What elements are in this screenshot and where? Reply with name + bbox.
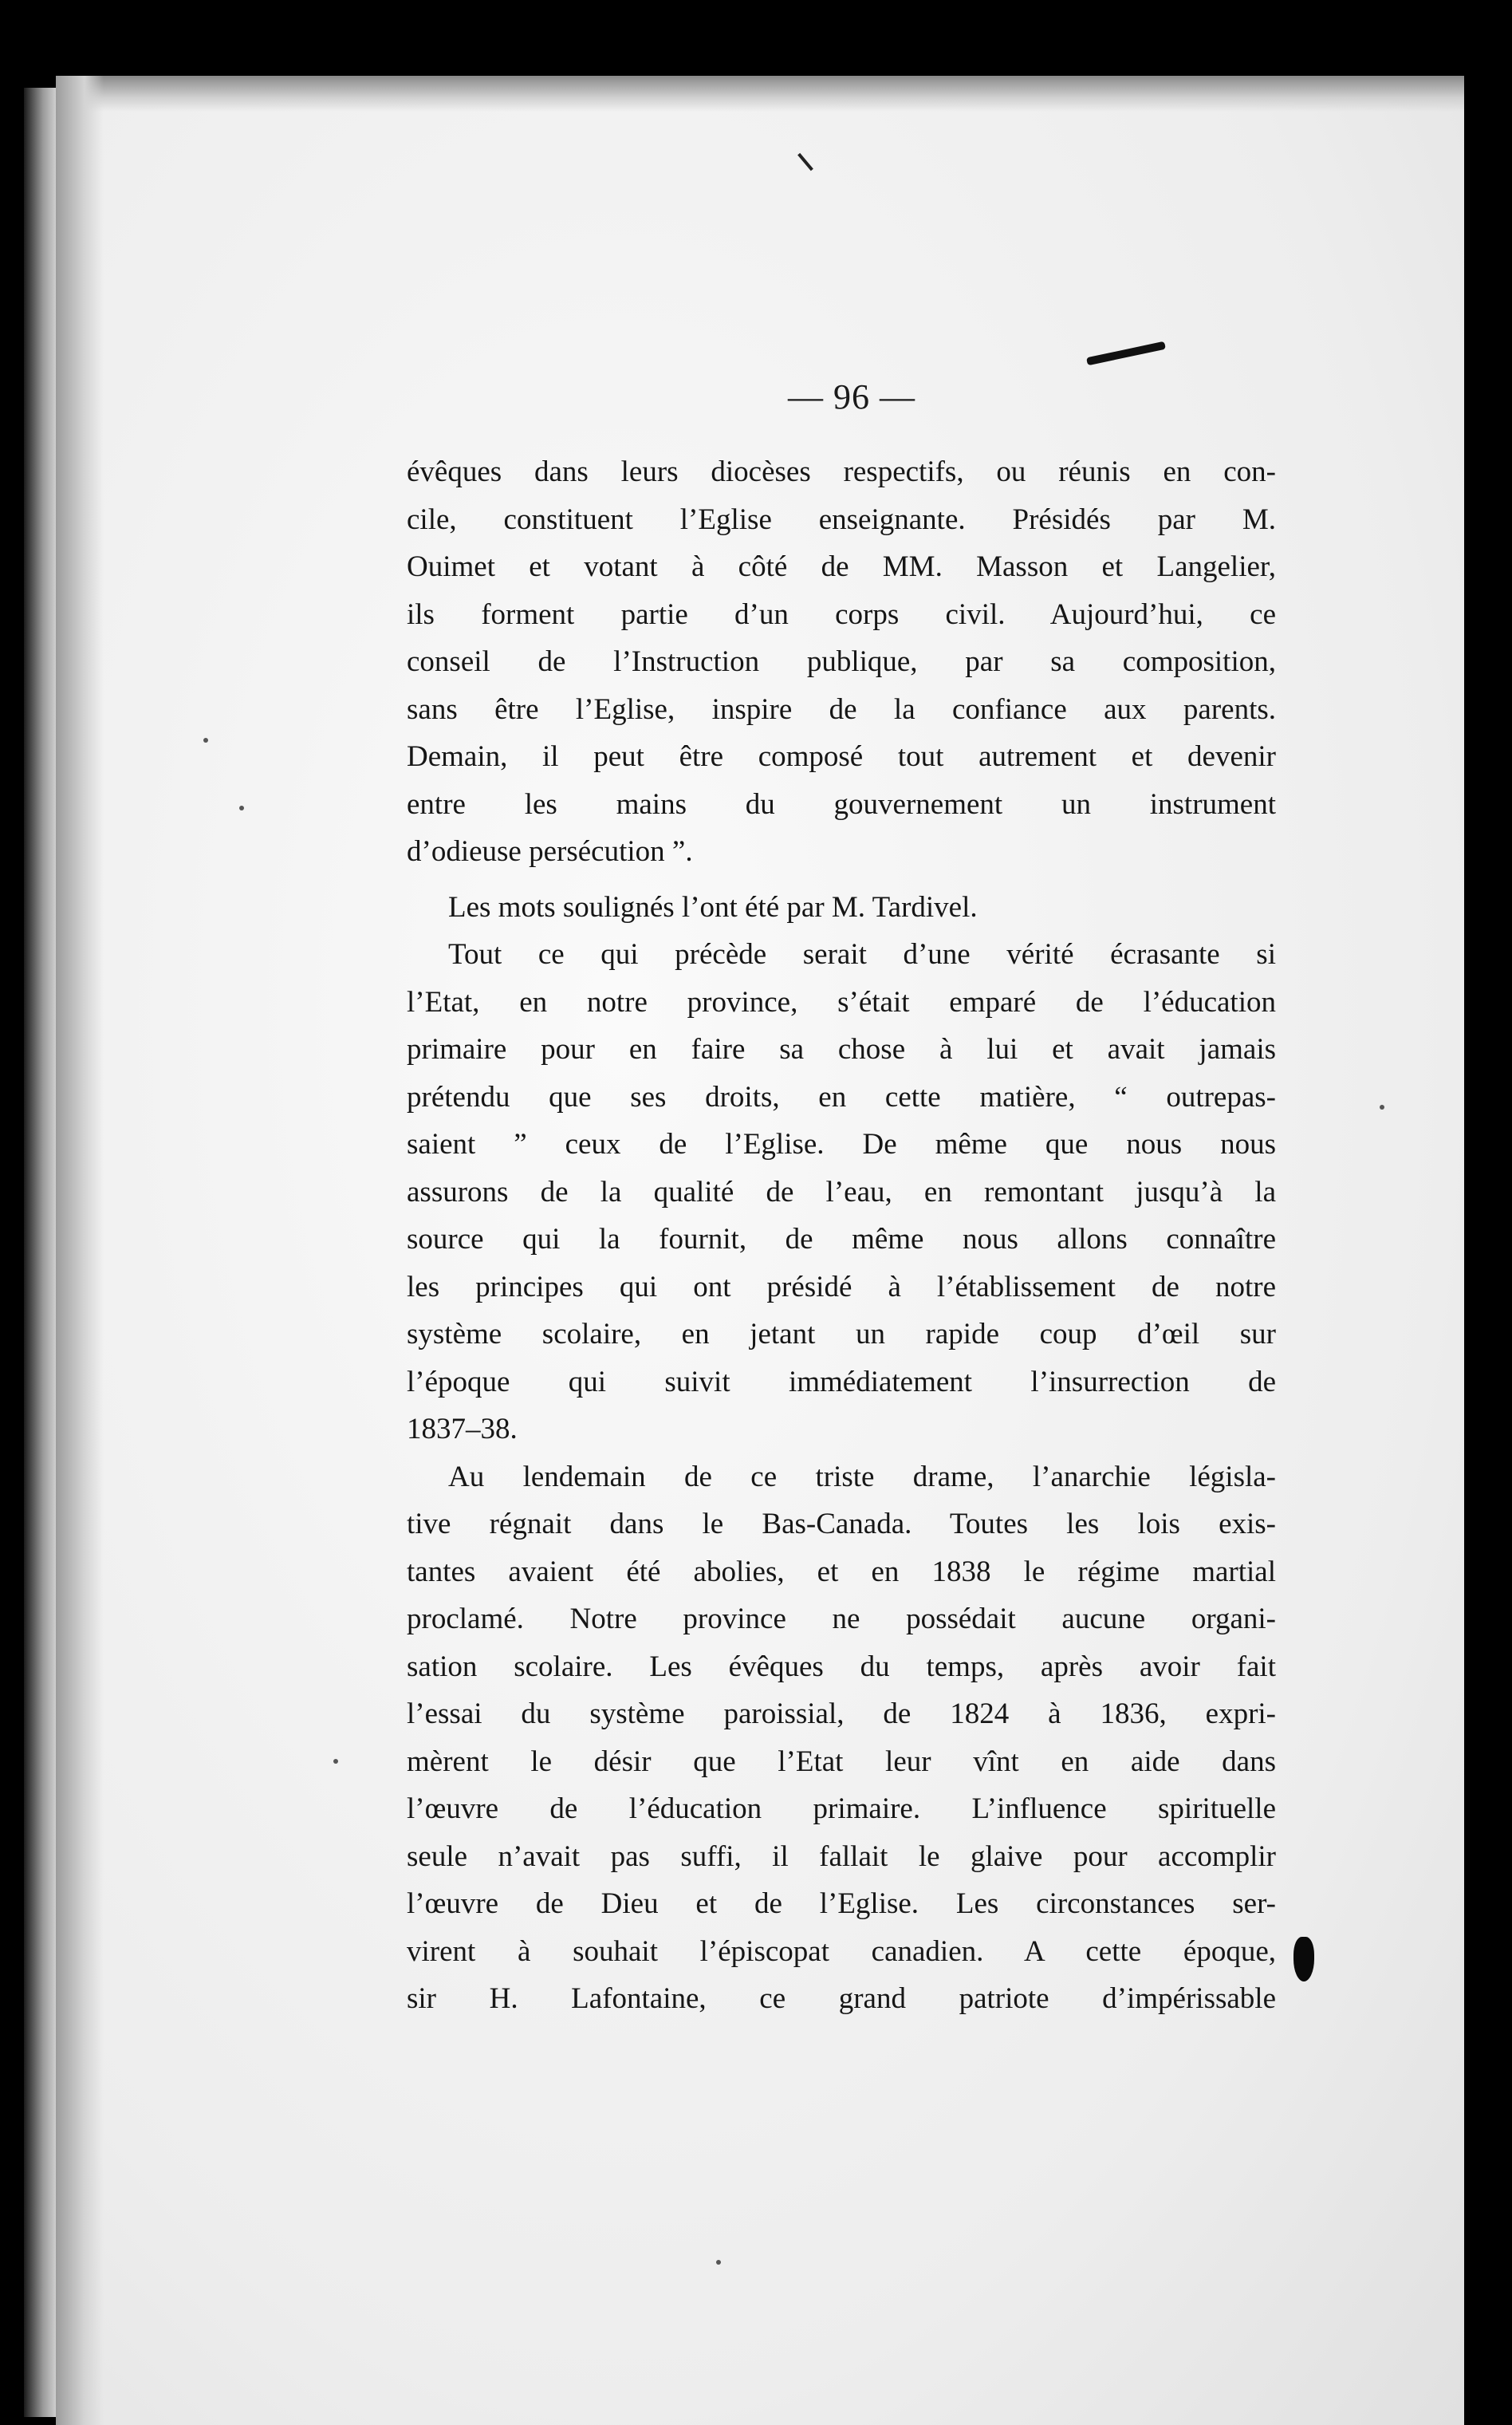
text-line: cile, constituent l’Eglise enseignante. Présidés par M. (407, 503, 1276, 536)
text-line: proclamé. Notre province ne possédait aucune organi- (407, 1603, 1276, 1635)
paper-speck (716, 2260, 721, 2265)
text-line: l’œuvre de l’éducation primaire. L’influence spirituelle (407, 1792, 1276, 1825)
text-line: l’époque qui suivit immédiatement l’insurrection de (407, 1365, 1276, 1398)
scan-border-top (0, 0, 1512, 76)
text-line: tantes avaient été abolies, et en 1838 le régime martial (407, 1555, 1276, 1588)
text-line: tive régnait dans le Bas-Canada. Toutes les lois exis- (407, 1508, 1276, 1540)
text-line: évêques dans leurs diocèses respectifs, ou réunis en con- (407, 455, 1276, 488)
page-edge-strip (24, 88, 56, 2417)
text-line: sans être l’Eglise, inspire de la confiance aux parents. (407, 692, 1276, 726)
page-top-shadow (56, 76, 1464, 112)
text-line: primaire pour en faire sa chose à lui et avait jamais (407, 1033, 1276, 1066)
scan-border-right (1464, 0, 1512, 2425)
text-line: les principes qui ont présidé à l’établissement de notre (407, 1270, 1276, 1303)
text-line: système scolaire, en jetant un rapide coup d’œil sur (407, 1318, 1276, 1351)
text-line: Demain, il peut être composé tout autrement et devenir (407, 740, 1276, 773)
paper-speck (1380, 1105, 1384, 1110)
text-line: entre les mains du gouvernement un instrument (407, 787, 1276, 821)
paper-speck (203, 738, 208, 743)
ink-blot (1293, 1937, 1314, 1981)
paragraph (407, 1453, 1276, 2023)
paragraph (407, 448, 1276, 876)
paper-speck (239, 806, 244, 810)
text-line: 1837–38. (407, 1413, 518, 1445)
text-line: Les mots soulignés l’ont été par M. Tardivel. (448, 890, 978, 924)
text-line: prétendu que ses droits, en cette matière, “ outrepas- (407, 1080, 1276, 1114)
text-line: seule n’avait pas suffi, il fallait le glaive pour accomplir (407, 1839, 1276, 1873)
text-line: mèrent le désir que l’Etat leur vînt en aide dans (407, 1745, 1276, 1778)
text-line: saient ” ceux de l’Eglise. De même que nous nous (407, 1128, 1276, 1161)
paragraph (407, 931, 1276, 1453)
text-line: l’œuvre de Dieu et de l’Eglise. Les circonstances ser- (407, 1887, 1276, 1920)
page-left-shadow (56, 76, 104, 2425)
text-line: assurons de la qualité de l’eau, en remontant jusqu’à la (407, 1175, 1276, 1209)
page-number: — 96 — (788, 377, 915, 416)
text-line: l’Etat, en notre province, s’était emparé de l’éducation (407, 985, 1276, 1019)
text-line: Tout ce qui précède serait d’une vérité écrasante si (448, 938, 1276, 971)
text-line: Ouimet et votant à côté de MM. Masson et Langelier, (407, 550, 1276, 583)
text-line: ils forment partie d’un corps civil. Aujourd’hui, ce (407, 597, 1276, 631)
paragraph (407, 884, 1276, 932)
text-line: l’essai du système paroissial, de 1824 à 1836, expri- (407, 1698, 1276, 1730)
text-line: conseil de l’Instruction publique, par sa composition, (407, 645, 1276, 678)
text-line: sation scolaire. Les évêques du temps, après avoir fait (407, 1650, 1276, 1683)
text-line: virent à souhait l’épiscopat canadien. A cette époque, (407, 1934, 1276, 1968)
body-text (407, 448, 1276, 2023)
text-line: Au lendemain de ce triste drame, l’anarchie législa- (448, 1460, 1276, 1493)
paper-speck (333, 1759, 338, 1764)
text-line: d’odieuse persécution ”. (407, 835, 693, 868)
text-line: sir H. Lafontaine, ce grand patriote d’impérissable (407, 1982, 1276, 2015)
text-line: source qui la fournit, de même nous allons connaître (407, 1223, 1276, 1256)
